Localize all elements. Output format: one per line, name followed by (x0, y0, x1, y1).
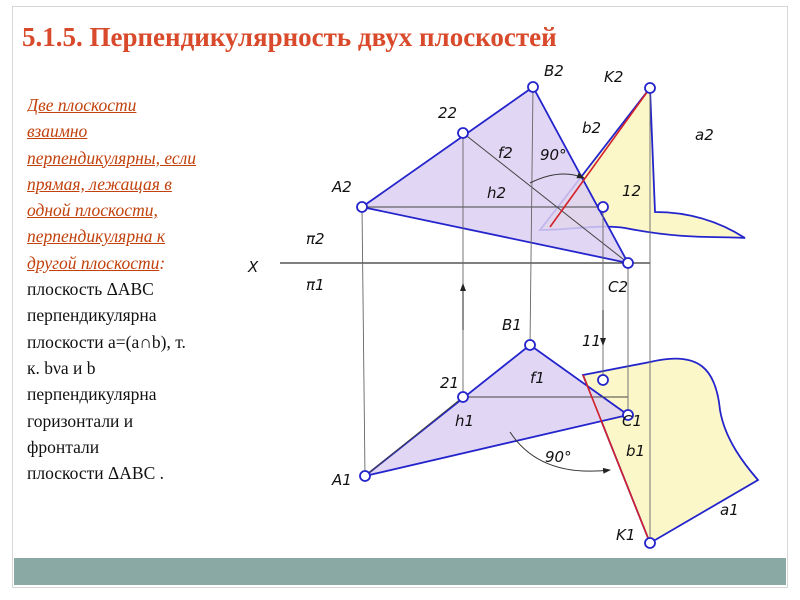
point-k2 (645, 83, 655, 93)
triangle-lower (365, 345, 628, 476)
point-k1 (645, 538, 655, 548)
label-11: 11 (582, 332, 602, 350)
explanation-line: плоскости ΔABC . (27, 463, 164, 484)
definition-line: Две плоскости (27, 95, 137, 115)
definition-colon: : (159, 252, 166, 273)
definition-line: другой плоскости (27, 252, 160, 273)
angle-label-upper: 90° (540, 146, 567, 164)
axis-x-label: X (248, 258, 259, 276)
label-b2: B2 (544, 62, 564, 80)
projection-line-a (362, 207, 365, 476)
point-21 (458, 392, 468, 402)
point-c2 (623, 258, 633, 268)
point-a2 (357, 202, 367, 212)
axis-pi1-label: π1 (306, 276, 325, 294)
point-a1 (360, 471, 370, 481)
point-12 (598, 202, 608, 212)
explanation-line: фронтали (27, 436, 100, 457)
label-21: 21 (440, 374, 460, 392)
point-b1 (525, 340, 535, 350)
label-c2: C2 (608, 278, 629, 296)
explanation-line: горизонтали и (27, 410, 134, 431)
explanation-line: к. bνa и b (27, 357, 96, 378)
explanation-line: перпендикулярна (27, 305, 157, 326)
label-a2-line: a2 (695, 126, 714, 144)
label-b1: B1 (502, 316, 522, 334)
point-22 (458, 128, 468, 138)
label-22: 22 (438, 104, 458, 122)
definition-line: перпендикулярны, если (27, 147, 197, 168)
label-h2: h2 (487, 184, 507, 202)
definition-line: прямая, лежащая в (27, 173, 172, 194)
slide-title: 5.1.5. Перпендикулярность двух плоскостей (22, 22, 557, 52)
label-c1: C1 (622, 412, 643, 430)
label-12: 12 (622, 182, 642, 200)
explanation-line: плоскости a=(a∩b), т. (27, 331, 186, 352)
label-k1: K1 (616, 526, 636, 544)
definition-line: взаимно (27, 121, 88, 142)
label-b1: b1 (626, 442, 646, 460)
definition-line: одной плоскости, (27, 200, 158, 221)
label-h1: h1 (455, 412, 475, 430)
label-a1: A1 (332, 471, 352, 489)
definition-line: перпендикулярна к (27, 226, 166, 247)
label-b2: b2 (582, 119, 602, 137)
explanation-line: перпендикулярна (27, 384, 157, 405)
label-f2: f2 (498, 144, 513, 162)
angle-label-lower: 90° (545, 448, 572, 466)
label-a1-line: a1 (720, 501, 739, 519)
axis-pi2-label: π2 (306, 230, 325, 248)
point-11 (598, 375, 608, 385)
footer-bar (14, 558, 786, 585)
label-k2: K2 (604, 68, 624, 86)
explanation-line: плоскость ΔABC (27, 279, 154, 300)
label-a2: A2 (332, 178, 352, 196)
point-b2 (528, 82, 538, 92)
label-f1: f1 (530, 369, 545, 387)
